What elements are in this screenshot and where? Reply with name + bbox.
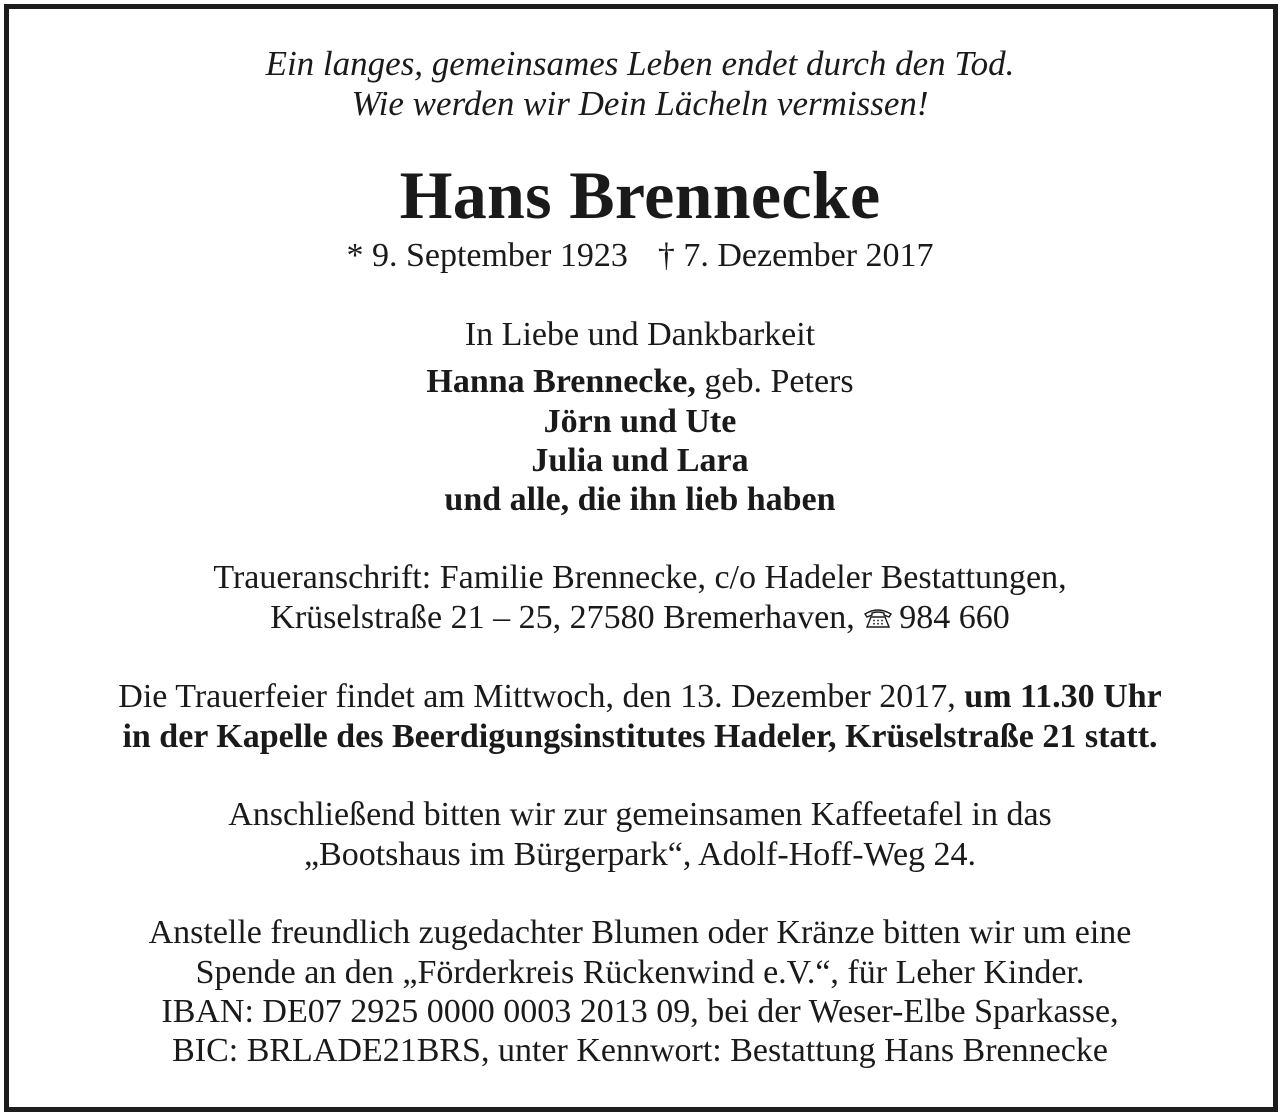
mourner-line-4: und alle, die ihn lieb haben xyxy=(444,481,836,518)
mourner-line-2: Jörn und Ute xyxy=(543,403,737,440)
donation-line-2: Spende an den „Förderkreis Rückenwind e.V.“, für Leher Kinder. xyxy=(195,954,1085,991)
service-line-2: in der Kapelle des Beerdigungsinstitutes Hadeler, Krüselstraße 21 statt. xyxy=(122,718,1158,755)
motto-line-2: Wie werden wir Dein Lächeln vermissen! xyxy=(351,84,929,123)
mourner-spouse xyxy=(0,362,1280,402)
mourners-intro: In Liebe und Dankbarkeit xyxy=(464,316,816,353)
donation-line-3: IBAN: DE07 2925 0000 0003 2013 09, bei der Weser-Elbe Sparkasse, xyxy=(161,993,1119,1030)
address-line-1: Traueranschrift: Familie Brennecke, c/o Hadeler Bestattungen, xyxy=(213,559,1067,596)
life-dates xyxy=(0,236,1280,276)
donation-line-4: BIC: BRLADE21BRS, unter Kennwort: Bestattung Hans Brennecke xyxy=(172,1032,1108,1069)
spouse-maiden-name: geb. Peters xyxy=(704,363,854,400)
address-street: Krüselstraße 21 – 25, 27580 Bremerhaven, xyxy=(270,599,855,636)
donation-line-1: Anstelle freundlich zugedachter Blumen oder Kränze bitten wir um eine xyxy=(148,914,1132,951)
deceased-name: Hans Brennecke xyxy=(399,157,881,233)
reception-line-1: Anschließend bitten wir zur gemeinsamen Kaffeetafel in das xyxy=(228,796,1052,833)
address-line-2 xyxy=(0,598,1280,638)
death-date: † 7. Dezember 2017 xyxy=(657,237,934,274)
reception-line-2: „Bootshaus im Bürgerpark“, Adolf-Hoff-Weg 24. xyxy=(303,836,977,873)
mourner-line-3: Julia und Lara xyxy=(531,442,749,479)
birth-date: * 9. September 1923 xyxy=(346,237,628,274)
motto-line-1: Ein langes, gemeinsames Leben endet durch den Tod. xyxy=(265,44,1015,83)
spouse-name: Hanna Brennecke, xyxy=(426,363,696,400)
service-date: Die Trauerfeier findet am Mittwoch, den 13. Dezember 2017, xyxy=(118,678,956,715)
phone-number: 984 660 xyxy=(899,599,1010,636)
telephone-icon xyxy=(863,607,893,629)
service-time: um 11.30 Uhr xyxy=(964,678,1162,715)
service-line-1 xyxy=(0,677,1280,717)
